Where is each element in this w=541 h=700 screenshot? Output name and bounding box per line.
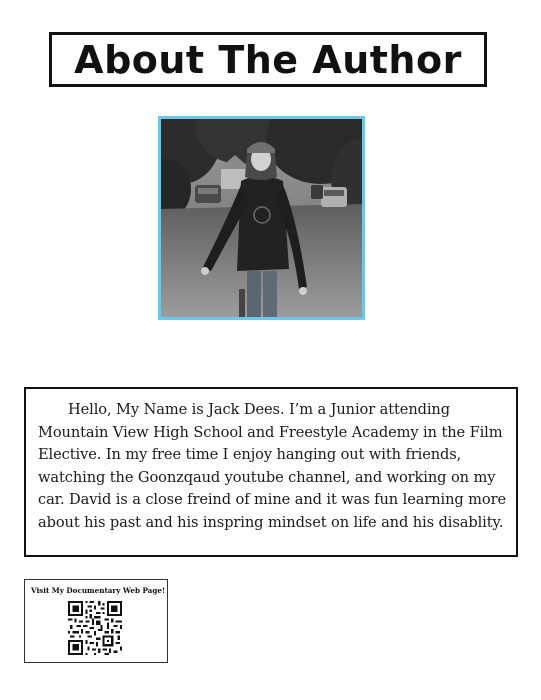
qr-caption: Visit My Documentary Web Page! (31, 586, 166, 595)
author-photo (158, 116, 365, 320)
qr-card[interactable] (24, 579, 168, 663)
page-title: About The Author (74, 37, 462, 82)
qr-code-icon[interactable] (68, 601, 122, 655)
qr-code-graphic (68, 601, 122, 655)
title-box (49, 32, 487, 87)
bio-text: Hello, My Name is Jack Dees. I’m a Junior attending Mountain View High School and Freestyle Academy in the Film Elective. In my free time I enjoy hanging out with friends, watching the Goonzqaud youtube channel, and working on my car. David is a close freind of mine and it was fun learning more about his past and his inspring mindset on life and his disablity. (38, 401, 506, 531)
author-photo-image (161, 119, 362, 317)
bio-box (24, 387, 518, 557)
